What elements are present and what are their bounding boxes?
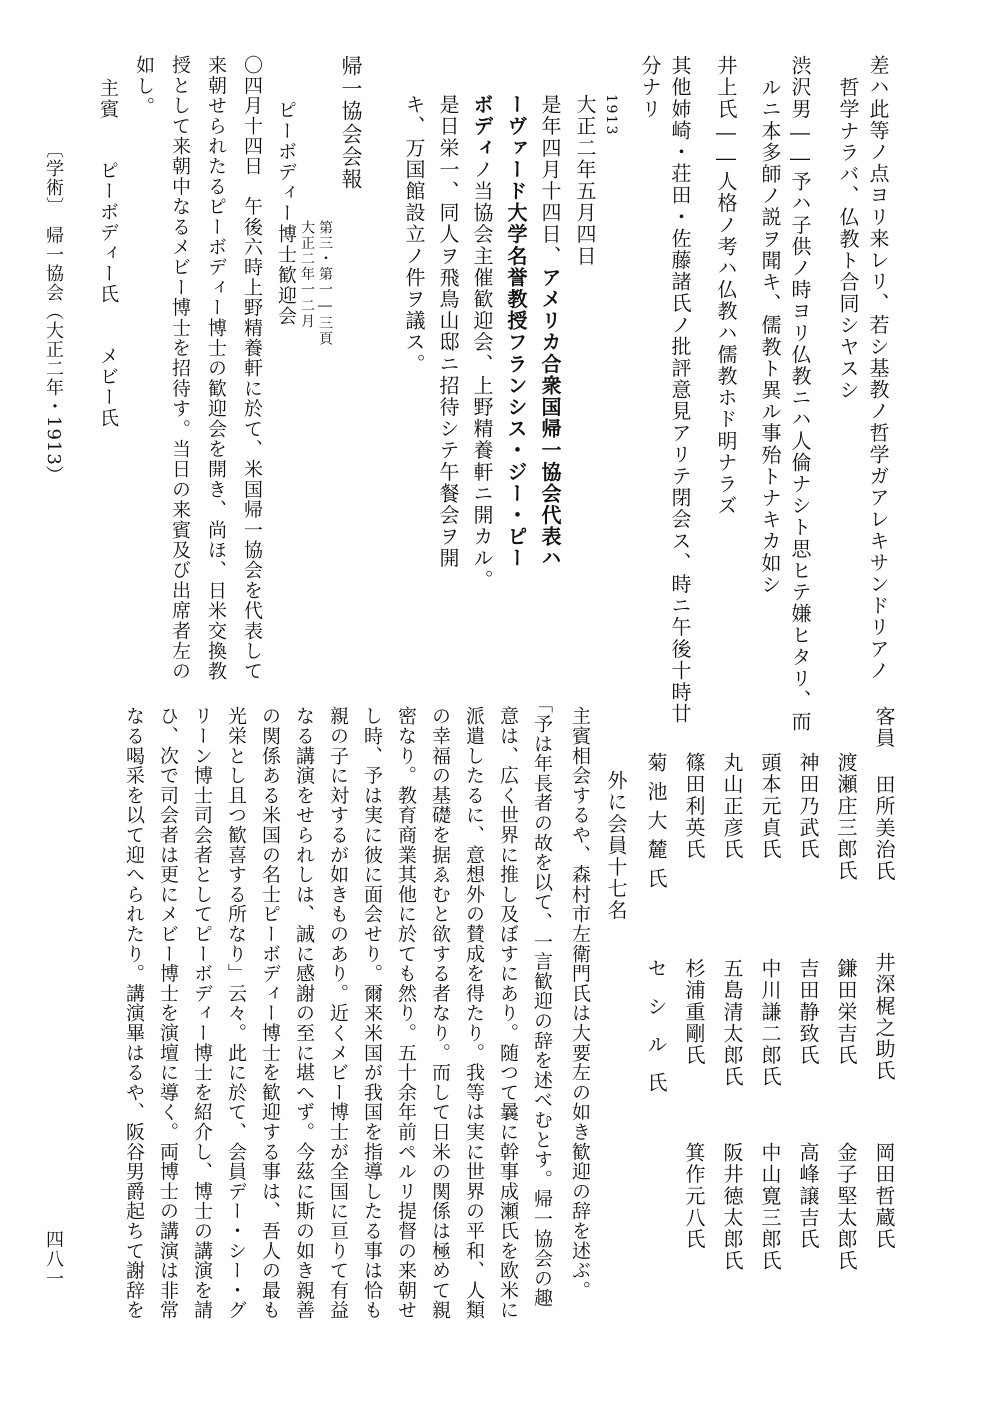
guest-name: 中山寛三郎氏 (758, 1142, 782, 1272)
year-label: 1913 (603, 94, 619, 137)
paragraph-line: 意は、広く世界に推し及ぼすにあり。随つて曩に幹事成瀬氏を欧米に (497, 706, 519, 1320)
text-line: ボディノ当協会主催歓迎会、上野精養軒ニ開カル。 (470, 94, 494, 591)
source-reference: 大正二年一二月 (299, 220, 315, 330)
source-title: 帰一協会会報 (339, 55, 363, 191)
page-number: 四八一 (43, 1230, 64, 1289)
guest-name: 阪井徳太郎氏 (720, 1142, 744, 1272)
paragraph-line: 親の子に対するが如きものあり。近くメビー博士が全国に亘りて有益 (327, 706, 349, 1320)
text-line: 来朝せられたるピーボディー博士の歓迎会を開き、尚ほ、日米交換教 (205, 55, 227, 682)
guest-name: 頭本元貞氏 (758, 752, 782, 860)
text-line: キ、万国館設立ノ件ヲ議ス。 (402, 94, 426, 375)
guest-name: 丸山正彦氏 (720, 752, 744, 860)
guest-name: 箕作元八氏 (682, 1142, 706, 1250)
text-line: 是年四月十四日、アメリカ合衆国帰一協会代表ハ (538, 94, 562, 570)
paragraph-line: の関係ある米国の名士ピーボディー博士を歓迎する事は、吾人の最も (259, 706, 281, 1320)
text-line: ーヴァード大学名誉教授フランシス・ジー・ピー (504, 94, 528, 570)
guest-name: 中川謙二郎氏 (758, 958, 782, 1088)
text-line: 是日栄一、同人ヲ飛鳥山邸ニ招待シテ午餐会ヲ開 (436, 94, 460, 570)
paragraph-line: 「予は年長者の故を以て、一言歓迎の辞を述べむとす。帰一協会の趣 (531, 694, 553, 1308)
text-line: 如し。 (133, 55, 155, 117)
guest-name: 五島清太郎氏 (720, 958, 744, 1088)
paragraph-line: 派遣したるに、意想外の賛成を得たり。我等は実に世界の平和、人類 (463, 706, 485, 1320)
guest-name: 吉田静致氏 (796, 958, 820, 1066)
paragraph-line: 密なり。教育商業其他に於ても然り。五十余年前ペルリ提督の来朝せ (395, 706, 417, 1320)
guest-name: 篠田利英氏 (682, 752, 706, 860)
guest-name: 田所美治氏 (872, 774, 896, 882)
guests-label: 客員 (872, 706, 896, 750)
guest-name: 菊池大麓氏 (644, 752, 668, 897)
text-line: 分ナリ (638, 55, 662, 120)
paragraph-line: の幸福の基礎を据ゑむと欲する者なり。而して日米の関係は極めて親 (429, 706, 451, 1320)
paragraph-line: 光栄とし且つ歓喜する所なり」云々。此に於て、会員デー・シー・グ (225, 706, 247, 1320)
members-count: 外に会員十七名 (604, 770, 628, 922)
text-line: 〇四月十四日 午後六時上野精養軒に於て、米国帰一協会を代表して (241, 55, 263, 682)
guest-name: 井深梶之助氏 (872, 952, 896, 1082)
guest-name: 神田乃武氏 (796, 752, 820, 860)
guest-name: 金子堅太郎氏 (834, 1142, 858, 1272)
paragraph-line: し時、予は実に彼に面会せり。爾来米国が我国を指導したる事は恰も (361, 706, 383, 1320)
text-line: 主賓 ピーボディー氏 メビー氏 (97, 78, 119, 429)
text-line: 渋沢男――予ハ子供ノ時ヨリ仏教ニハ人倫ナシト思ヒテ嫌ヒタリ、而 (788, 55, 812, 733)
guest-name: 高峰譲吉氏 (796, 1142, 820, 1250)
paragraph-line: 主賓相会するや、森村市左衛門氏は大要左の如き歓迎の辞を述ぶ。 (569, 706, 591, 1300)
paragraph-line: ひ、次で司会者は更にメビー博士を演壇に導く。両博士の講演は非常 (157, 706, 179, 1320)
running-footer: 〔学術〕 帰一協会（大正二年・1913） (43, 140, 64, 485)
source-reference: 第三・第一―三頁 (317, 220, 333, 347)
entry-date: 大正二年五月四日 (573, 94, 597, 267)
paragraph-line: なる講演をせられしは、誠に感謝の至に堪へず。今茲に斯の如き親善 (293, 706, 315, 1320)
guest-name: 岡田哲蔵氏 (872, 1142, 896, 1250)
text-line: 井上氏――人格ノ考ハ仏教ハ儒教ホド明ナラズ (714, 55, 738, 517)
paragraph-line: なる喝采を以て迎へられたり。講演畢はるや、阪谷男爵起ちて謝辞を (123, 706, 145, 1320)
guest-name: セシル氏 (644, 958, 668, 1110)
text-line: 其他姉崎・荘田・佐藤諸氏ノ批評意見アリテ閉会ス、時ニ午後十時廿 (668, 55, 692, 725)
text-line: 差ハ此等ノ点ヨリ来レリ、若シ基教ノ哲学ガアレキサンドリアノ (866, 55, 890, 682)
paragraph-line: リーン博士司会者としてピーボディー博士を紹介し、博士の講演を請 (191, 706, 213, 1320)
text-line: ルニ本多師ノ説ヲ聞キ、儒教ト異ル事殆トナキカ如シ (758, 77, 782, 596)
text-line: 哲学ナラバ、仏教ト合同シヤスシ (836, 77, 860, 401)
guest-name: 鎌田栄吉氏 (834, 958, 858, 1066)
guest-name: 杉浦重剛氏 (682, 958, 706, 1066)
section-heading: ピーボディー博士歓迎会 (275, 100, 297, 327)
text-line: 授として来朝中なるメビー博士を招待す。当日の来賓及び出席者左の (169, 55, 191, 682)
guest-name: 渡瀬庄三郎氏 (834, 752, 858, 882)
